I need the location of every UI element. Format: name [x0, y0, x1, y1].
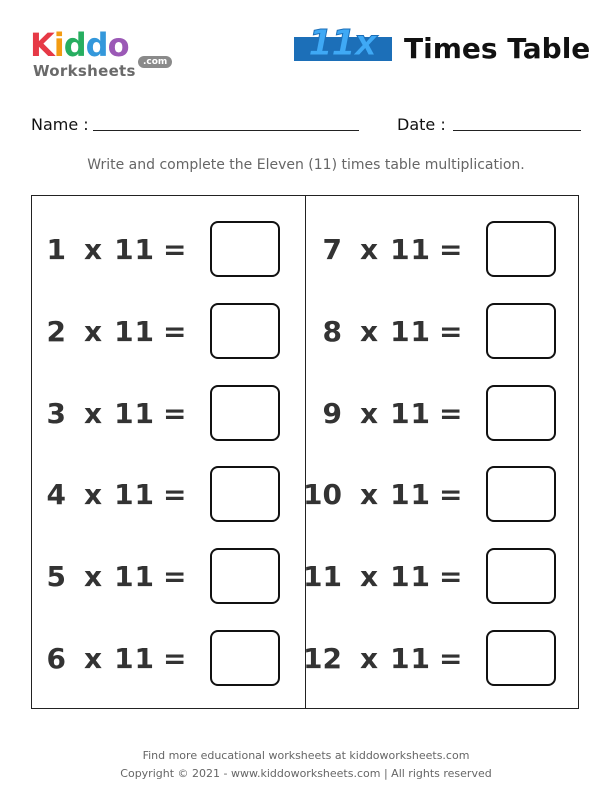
problem-number: 12	[303, 641, 342, 675]
multiply-sign: x	[360, 559, 379, 593]
footer-line-1: Find more educational worksheets at kiddoworksheets.com	[142, 749, 470, 762]
multiply-sign: x	[360, 232, 379, 266]
problem-number: 2	[46, 314, 66, 348]
logo-letter: d	[85, 26, 108, 64]
multiplier: 11	[390, 232, 432, 266]
answer-box[interactable]	[210, 221, 280, 277]
footer-line-2: Copyright © 2021 - www.kiddoworksheets.com | All rights reserved	[120, 767, 492, 780]
logo-subtitle: Worksheets	[33, 62, 136, 80]
multiply-sign: x	[360, 396, 379, 430]
multiply-sign: x	[84, 232, 103, 266]
logo-letter: o	[107, 26, 129, 64]
multiplier: 11	[114, 396, 156, 430]
problem-number: 6	[46, 641, 66, 675]
multiply-sign: x	[360, 641, 379, 675]
equals-sign: =	[439, 232, 463, 266]
problem-number: 9	[322, 396, 342, 430]
multiplier: 11	[390, 477, 432, 511]
problem-row	[18, 303, 187, 359]
problem-number: 10	[303, 477, 342, 511]
problem-number: 11	[303, 559, 342, 593]
page-title: Times Table	[404, 32, 591, 65]
multiplier: 11	[114, 641, 156, 675]
name-line[interactable]	[93, 130, 359, 131]
multiplier: 11	[114, 477, 156, 511]
equals-sign: =	[439, 314, 463, 348]
logo-domain-badge: .com	[138, 56, 172, 68]
logo-letter: i	[53, 26, 64, 64]
kiddo-worksheets-logo	[30, 26, 180, 86]
date-line[interactable]	[453, 130, 581, 131]
answer-box[interactable]	[210, 466, 280, 522]
problem-row	[294, 466, 463, 522]
equals-sign: =	[163, 477, 187, 511]
multiplier: 11	[390, 641, 432, 675]
problem-number: 3	[46, 396, 66, 430]
multiply-sign: x	[84, 559, 103, 593]
problem-row	[18, 466, 187, 522]
answer-box[interactable]	[210, 385, 280, 441]
problem-row	[294, 221, 463, 277]
equals-sign: =	[439, 396, 463, 430]
multiplier: 11	[114, 314, 156, 348]
problem-number: 7	[322, 232, 342, 266]
equals-sign: =	[439, 559, 463, 593]
problem-number: 5	[46, 559, 66, 593]
instruction-text: Write and complete the Eleven (11) times table multiplication.	[87, 157, 525, 173]
multiplier: 11	[114, 232, 156, 266]
date-label: Date :	[397, 115, 446, 134]
problem-number: 4	[46, 477, 66, 511]
logo-letter: K	[30, 26, 54, 64]
answer-box[interactable]	[210, 303, 280, 359]
problem-number: 8	[322, 314, 342, 348]
answer-box[interactable]	[210, 630, 280, 686]
answer-box[interactable]	[486, 630, 556, 686]
problem-row	[18, 221, 187, 277]
equals-sign: =	[163, 559, 187, 593]
problem-row	[18, 385, 187, 441]
equals-sign: =	[163, 314, 187, 348]
answer-box[interactable]	[486, 221, 556, 277]
multiply-sign: x	[84, 641, 103, 675]
equals-sign: =	[163, 232, 187, 266]
answer-box[interactable]	[210, 548, 280, 604]
problem-number: 1	[46, 232, 66, 266]
multiply-sign: x	[360, 477, 379, 511]
answer-box[interactable]	[486, 548, 556, 604]
multiply-sign: x	[84, 477, 103, 511]
problem-row	[18, 548, 187, 604]
problem-row	[294, 548, 463, 604]
times-badge	[294, 23, 392, 64]
multiplier: 11	[390, 314, 432, 348]
equals-sign: =	[163, 396, 187, 430]
answer-box[interactable]	[486, 466, 556, 522]
logo-letter: d	[63, 26, 86, 64]
multiplier: 11	[390, 396, 432, 430]
name-label: Name :	[31, 115, 89, 134]
multiply-sign: x	[84, 314, 103, 348]
equals-sign: =	[439, 641, 463, 675]
equals-sign: =	[439, 477, 463, 511]
multiplier: 11	[390, 559, 432, 593]
multiply-sign: x	[360, 314, 379, 348]
answer-box[interactable]	[486, 385, 556, 441]
problem-row	[294, 385, 463, 441]
problem-row	[294, 630, 463, 686]
multiplier: 11	[114, 559, 156, 593]
badge-text: 11x	[308, 23, 376, 64]
multiply-sign: x	[84, 396, 103, 430]
answer-box[interactable]	[486, 303, 556, 359]
logo-wordmark	[30, 26, 129, 64]
equals-sign: =	[163, 641, 187, 675]
problem-row	[294, 303, 463, 359]
problem-row	[18, 630, 187, 686]
